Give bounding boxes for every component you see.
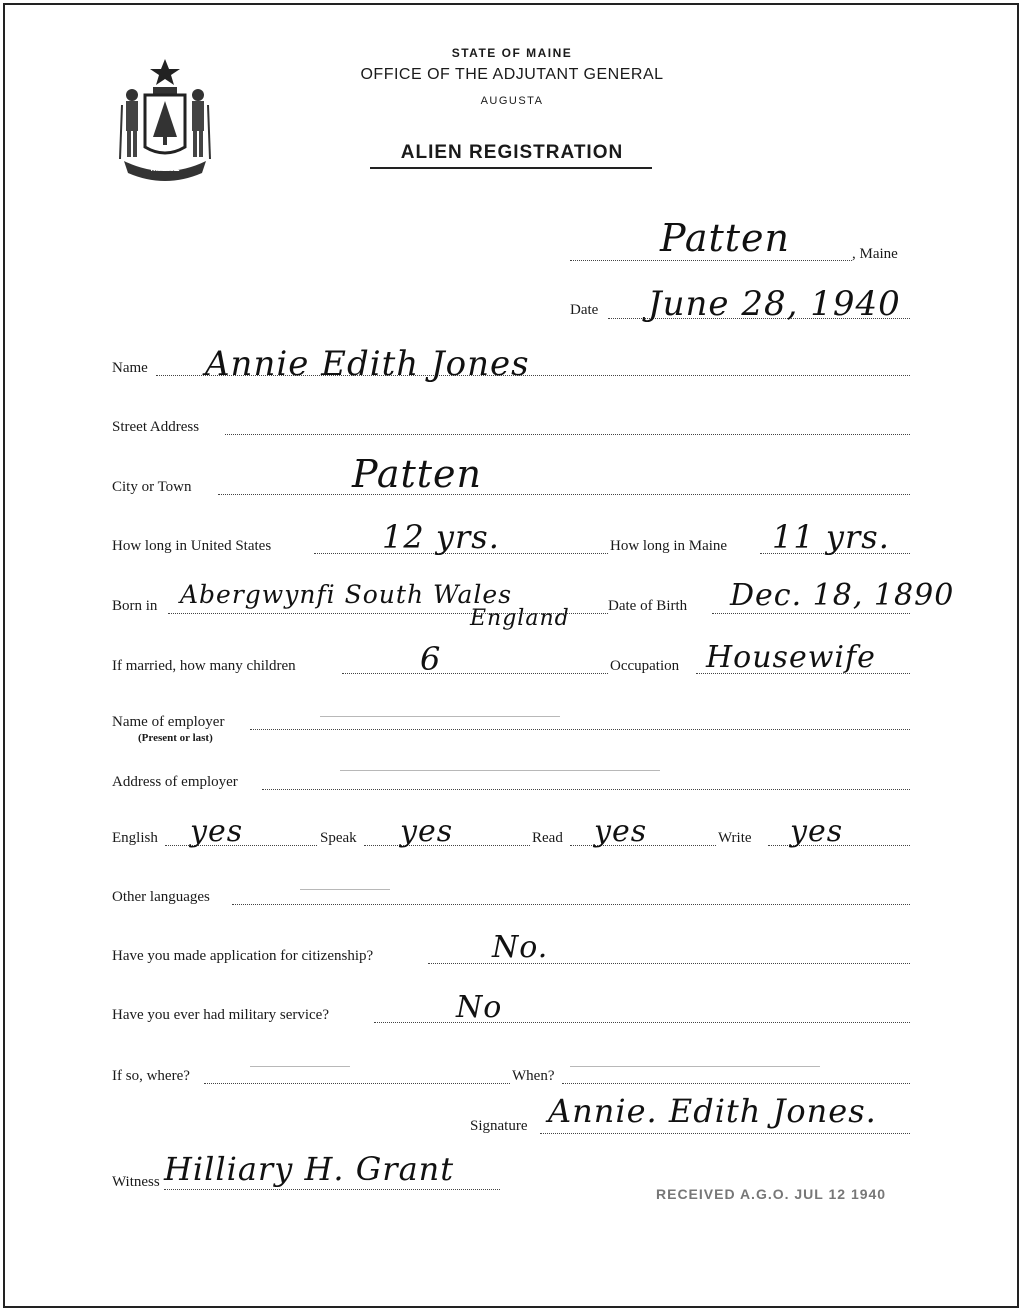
years-us-value: 12 yrs. (382, 518, 500, 556)
witness-line (164, 1189, 500, 1190)
header-office: OFFICE OF THE ADJUTANT GENERAL (360, 66, 664, 83)
signature-label: Signature (470, 1118, 528, 1134)
seal-banner-text: MAINE (150, 163, 180, 173)
born-in-value: Abergwynfi South Wales (180, 580, 513, 609)
children-line (342, 673, 608, 674)
other-languages-line (232, 904, 910, 905)
street-address-line (225, 434, 910, 435)
when-label: When? (512, 1068, 555, 1084)
children-label: If married, how many children (112, 658, 296, 674)
town-field-line (570, 260, 852, 261)
received-stamp: RECEIVED A.G.O. JUL 12 1940 (656, 1186, 887, 1202)
employer-address-label: Address of employer (112, 774, 238, 790)
if-so-where-line (204, 1083, 510, 1084)
when-strike (570, 1066, 820, 1067)
employer-address-line (262, 789, 910, 790)
employer-name-line (250, 729, 910, 730)
if-so-where-strike (250, 1066, 350, 1067)
write-label: Write (718, 830, 752, 846)
born-in-value-line2: England (470, 606, 570, 631)
name-label: Name (112, 360, 148, 376)
date-of-birth-line (712, 613, 910, 614)
date-value: June 28, 1940 (648, 284, 901, 324)
city-label: City or Town (112, 479, 192, 495)
how-long-maine-label: How long in Maine (610, 538, 728, 554)
employer-note: (Present or last) (138, 732, 213, 744)
if-so-where-label: If so, where? (112, 1068, 190, 1084)
military-value: No (456, 990, 503, 1025)
maine-suffix-label: , Maine (852, 246, 898, 262)
occupation-label: Occupation (610, 658, 680, 674)
born-in-label: Born in (112, 598, 158, 614)
town-value: Patten (660, 216, 791, 260)
form-title: ALIEN REGISTRATION (400, 142, 624, 163)
other-languages-label: Other languages (112, 889, 210, 905)
witness-label: Witness (112, 1174, 160, 1190)
other-languages-strike (300, 889, 390, 890)
english-value: yes (190, 814, 244, 849)
name-value: Annie Edith Jones (205, 344, 530, 384)
write-value: yes (790, 814, 844, 849)
employer-name-label: Name of employer (112, 714, 225, 730)
witness-value: Hilliary H. Grant (164, 1150, 455, 1188)
signature-line (540, 1133, 910, 1134)
military-line (374, 1022, 910, 1023)
english-label: English (112, 830, 158, 846)
occupation-value: Housewife (706, 640, 876, 675)
how-long-us-label: How long in United States (112, 538, 272, 554)
city-field-line (218, 494, 910, 495)
citizenship-value: No. (492, 930, 549, 965)
read-label: Read (532, 830, 563, 846)
citizenship-label: Have you made application for citizenship? (112, 948, 374, 964)
header-city: AUGUSTA (480, 95, 544, 107)
date-of-birth-label: Date of Birth (608, 598, 688, 614)
city-value: Patten (352, 452, 483, 496)
children-value: 6 (420, 640, 442, 678)
header-state: STATE OF MAINE (451, 46, 573, 60)
title-underline (370, 167, 652, 169)
date-of-birth-value: Dec. 18, 1890 (730, 578, 955, 613)
read-value: yes (594, 814, 648, 849)
street-address-label: Street Address (112, 419, 200, 435)
signature-value: Annie. Edith Jones. (548, 1092, 877, 1130)
when-line (562, 1083, 910, 1084)
date-label: Date (570, 302, 599, 318)
employer-name-strike (320, 716, 560, 717)
military-label: Have you ever had military service? (112, 1007, 329, 1023)
employer-address-strike (340, 770, 660, 771)
speak-value: yes (400, 814, 454, 849)
speak-label: Speak (320, 830, 357, 846)
years-maine-value: 11 yrs. (772, 518, 890, 556)
